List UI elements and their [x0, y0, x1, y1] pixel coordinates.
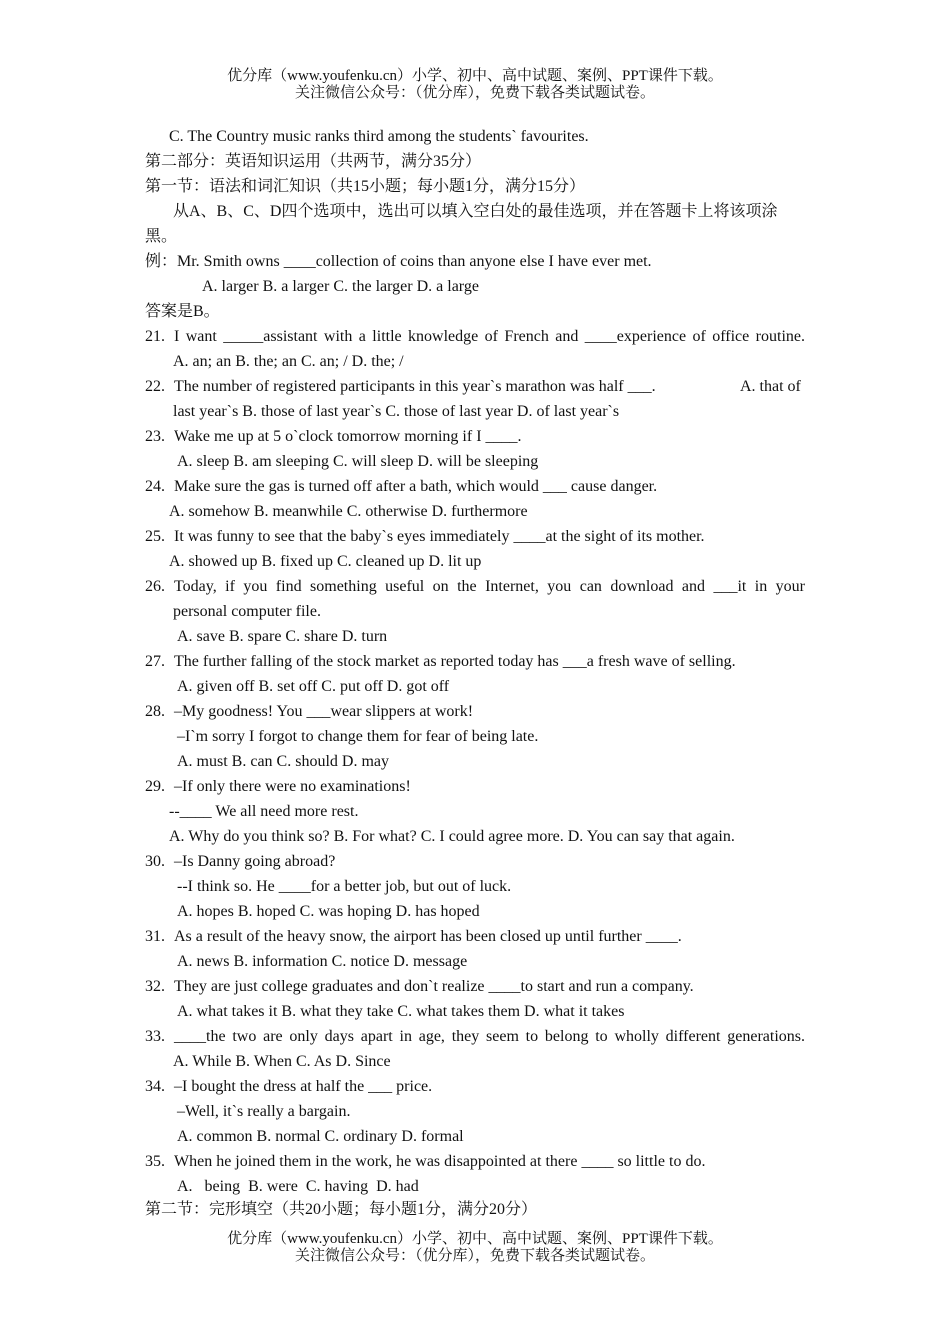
- question-number: 27.: [145, 653, 165, 670]
- question-23: [145, 427, 522, 447]
- question-stem: The number of registered participants in this year`s marathon was half ___.: [174, 378, 656, 395]
- question-22: [145, 377, 656, 397]
- question-23-options: A. sleep B. am sleeping C. will sleep D. will be sleeping: [177, 453, 539, 470]
- example-options: A. larger B. a larger C. the larger D. a large: [202, 278, 479, 295]
- example-question: 例：Mr. Smith owns ____collection of coins than anyone else I have ever met.: [145, 253, 652, 270]
- question-stem: Make sure the gas is turned off after a bath, which would ___ cause danger.: [174, 478, 658, 495]
- question-stem: Wake me up at 5 o`clock tomorrow morning if I ____.: [174, 428, 522, 445]
- question-25: [145, 527, 705, 547]
- question-33: [145, 1027, 805, 1047]
- question-number: 26.: [145, 578, 165, 595]
- question-stem: Today, if you find something useful on the Internet, you can download and ___it in your: [174, 578, 805, 595]
- question-30-reply: --I think so. He ____for a better job, but out of luck.: [177, 878, 512, 895]
- question-27-options: A. given off B. set off C. put off D. got off: [177, 678, 450, 695]
- question-21: [145, 327, 805, 347]
- question-26: [145, 577, 805, 597]
- question-28-reply: –I`m sorry I forgot to change them for fear of being late.: [177, 728, 539, 745]
- question-26-options: A. save B. spare C. share D. turn: [177, 628, 388, 645]
- question-number: 32.: [145, 978, 165, 995]
- question-27: [145, 652, 736, 672]
- footer-line-1: 优分库（www.youfenku.cn）小学、初中、高中试题、案例、PPT课件下载。: [227, 1231, 723, 1247]
- instruction-line-2: 黑。: [145, 228, 178, 245]
- question-stem: I want _____assistant with a little knowledge of French and ____experience of office routine.: [174, 328, 805, 345]
- question-22-option-a: A. that of: [740, 378, 801, 395]
- question-24-options: A. somehow B. meanwhile C. otherwise D. furthermore: [169, 503, 528, 520]
- question-29-options: A. Why do you think so? B. For what? C. I could agree more. D. You can say that again.: [169, 828, 735, 845]
- question-32: [145, 977, 694, 997]
- question-number: 24.: [145, 478, 165, 495]
- question-32-options: A. what takes it B. what they take C. what takes them D. what it takes: [177, 1003, 625, 1020]
- question-number: 28.: [145, 703, 165, 720]
- section-2-title: 第二节：完形填空（共20小题；每小题1分，满分20分）: [145, 1201, 538, 1218]
- question-24: [145, 477, 657, 497]
- question-34: [145, 1077, 432, 1097]
- question-31-options: A. news B. information C. notice D. message: [177, 953, 468, 970]
- question-21-options: A. an; an B. the; an C. an; / D. the; /: [173, 353, 404, 370]
- question-28-options: A. must B. can C. should D. may: [177, 753, 389, 770]
- question-22-options: last year`s B. those of last year`s C. those of last year D. of last year`s: [173, 403, 620, 420]
- question-number: 30.: [145, 853, 165, 870]
- question-33-options: A. While B. When C. As D. Since: [173, 1053, 391, 1070]
- question-stem: They are just college graduates and don`t realize ____to start and run a company.: [174, 978, 694, 995]
- example-answer: 答案是B。: [145, 303, 220, 320]
- question-stem: –Is Danny going abroad?: [174, 853, 336, 870]
- question-35: [145, 1152, 705, 1172]
- footer-line-2: 关注微信公众号：（优分库），免费下载各类试题试卷。: [294, 1248, 655, 1264]
- part-2-title: 第二部分：英语知识运用（共两节，满分35分）: [145, 153, 482, 170]
- question-number: 33.: [145, 1028, 165, 1045]
- question-stem: The further falling of the stock market as reported today has ___a fresh wave of selling.: [174, 653, 736, 670]
- header-line-1: 优分库（www.youfenku.cn）小学、初中、高中试题、案例、PPT课件下载。: [227, 68, 723, 84]
- question-stem: –If only there were no examinations!: [174, 778, 411, 795]
- question-28: [145, 702, 473, 722]
- previous-option-c: C. The Country music ranks third among the students` favourites.: [169, 128, 589, 145]
- question-25-options: A. showed up B. fixed up C. cleaned up D. lit up: [169, 553, 482, 570]
- question-35-options: A. being B. were C. having D. had: [177, 1178, 419, 1195]
- question-number: 21.: [145, 328, 165, 345]
- question-30-options: A. hopes B. hoped C. was hoping D. has hoped: [177, 903, 480, 920]
- instruction-line-1: 从A、B、C、D四个选项中，选出可以填入空白处的最佳选项，并在答题卡上将该项涂: [173, 203, 778, 220]
- page-header: [0, 68, 950, 102]
- question-29: [145, 777, 411, 797]
- question-number: 25.: [145, 528, 165, 545]
- page-footer: [0, 1231, 950, 1265]
- section-1-title: 第一节：语法和词汇知识（共15小题；每小题1分，满分15分）: [145, 178, 586, 195]
- question-number: 22.: [145, 378, 165, 395]
- question-34-reply: –Well, it`s really a bargain.: [177, 1103, 351, 1120]
- question-number: 29.: [145, 778, 165, 795]
- question-stem: When he joined them in the work, he was disappointed at there ____ so little to do.: [174, 1153, 706, 1170]
- question-stem: ____the two are only days apart in age, they seem to belong to wholly different generations.: [174, 1028, 805, 1045]
- question-26-continuation: personal computer file.: [173, 603, 321, 620]
- question-30: [145, 852, 335, 872]
- question-number: 31.: [145, 928, 165, 945]
- question-number: 35.: [145, 1153, 165, 1170]
- question-34-options: A. common B. normal C. ordinary D. formal: [177, 1128, 464, 1145]
- question-29-reply: --____ We all need more rest.: [169, 803, 359, 820]
- question-number: 23.: [145, 428, 165, 445]
- header-line-2: 关注微信公众号：（优分库），免费下载各类试题试卷。: [294, 85, 655, 101]
- question-stem: –My goodness! You ___wear slippers at work!: [174, 703, 474, 720]
- question-stem: –I bought the dress at half the ___ price.: [174, 1078, 433, 1095]
- question-stem: It was funny to see that the baby`s eyes immediately ____at the sight of its mother.: [174, 528, 705, 545]
- question-stem: As a result of the heavy snow, the airport has been closed up until further ____.: [174, 928, 682, 945]
- question-number: 34.: [145, 1078, 165, 1095]
- question-31: [145, 927, 682, 947]
